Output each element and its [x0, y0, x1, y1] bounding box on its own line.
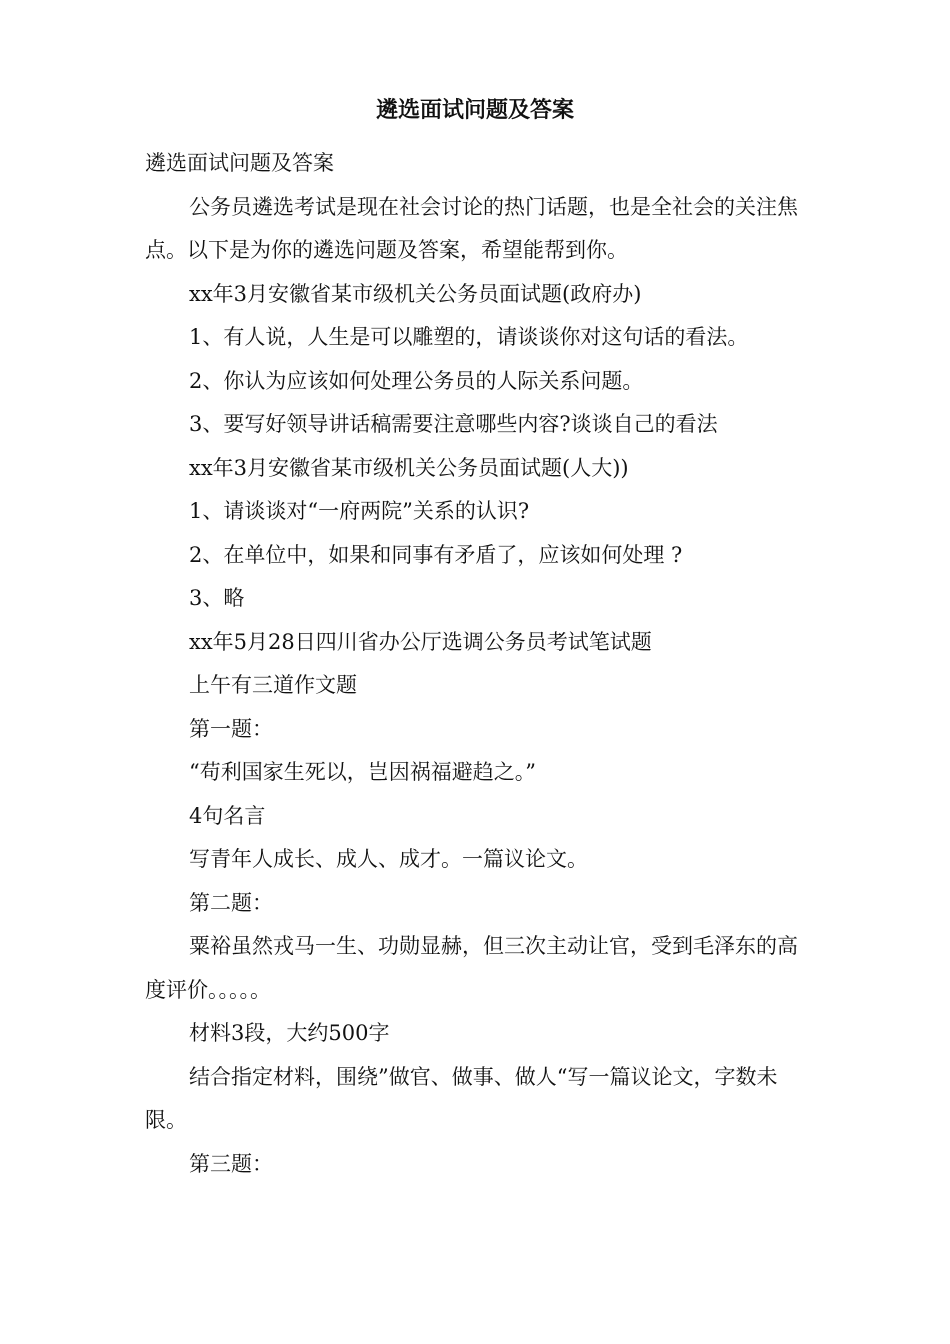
- paragraph-section-label: 第三题：: [189, 1151, 273, 1176]
- paragraph-text: 结合指定材料，围绕”做官、做事、做人“写一篇议论文，字数未限。: [145, 1064, 778, 1132]
- paragraph-exam-heading-2: xx年3月安徽省某市级机关公务员面试题(人大)): [189, 455, 629, 480]
- paragraph-text: 4句名言: [189, 803, 266, 828]
- document-title: 遴选面试问题及答案: [375, 97, 574, 123]
- paragraph-text: 粟裕虽然戎马一生、功勋显赫，但三次主动让官，受到毛泽东的高度评价。。。。。: [145, 934, 798, 1002]
- paragraph-text: 材料3段，大约500字: [189, 1021, 390, 1045]
- paragraph-text: 上午有三道作文题: [189, 673, 357, 697]
- paragraph-exam-heading-3: xx年5月28日四川省办公厅选调公务员考试笔试题: [189, 629, 652, 654]
- paragraph-question: 2、你认为应该如何处理公务员的人际关系问题。: [189, 368, 644, 393]
- paragraph-quote: “苟利国家生死以，岂因祸福避趋之。”: [189, 760, 536, 784]
- paragraph-text: 写青年人成长、成人、成才。一篇议论文。: [189, 847, 588, 871]
- paragraph-intro: 公务员遴选考试是现在社会讨论的热门话题，也是全社会的关注焦点。以下是为你的遴选问题及答案，希望能帮到你。: [145, 194, 798, 262]
- paragraph-question: 1、有人说，人生是可以雕塑的，请谈谈你对这句话的看法。: [189, 325, 749, 349]
- paragraph-question: 3、略: [189, 586, 245, 610]
- paragraph-question: 2、在单位中，如果和同事有矛盾了，应该如何处理 ?: [189, 542, 683, 567]
- document-body: [145, 142, 805, 1186]
- paragraph-section-label: 第一题：: [189, 716, 273, 741]
- paragraph-question: 1、请谈谈对“一府两院”关系的认识?: [189, 499, 530, 523]
- paragraph-section-label: 第二题：: [189, 890, 273, 915]
- document-subtitle: 遴选面试问题及答案: [145, 151, 334, 175]
- paragraph-exam-heading-1: xx年3月安徽省某市级机关公务员面试题(政府办): [189, 281, 642, 306]
- paragraph-question: 3、要写好领导讲话稿需要注意哪些内容?谈谈自己的看法: [189, 412, 718, 436]
